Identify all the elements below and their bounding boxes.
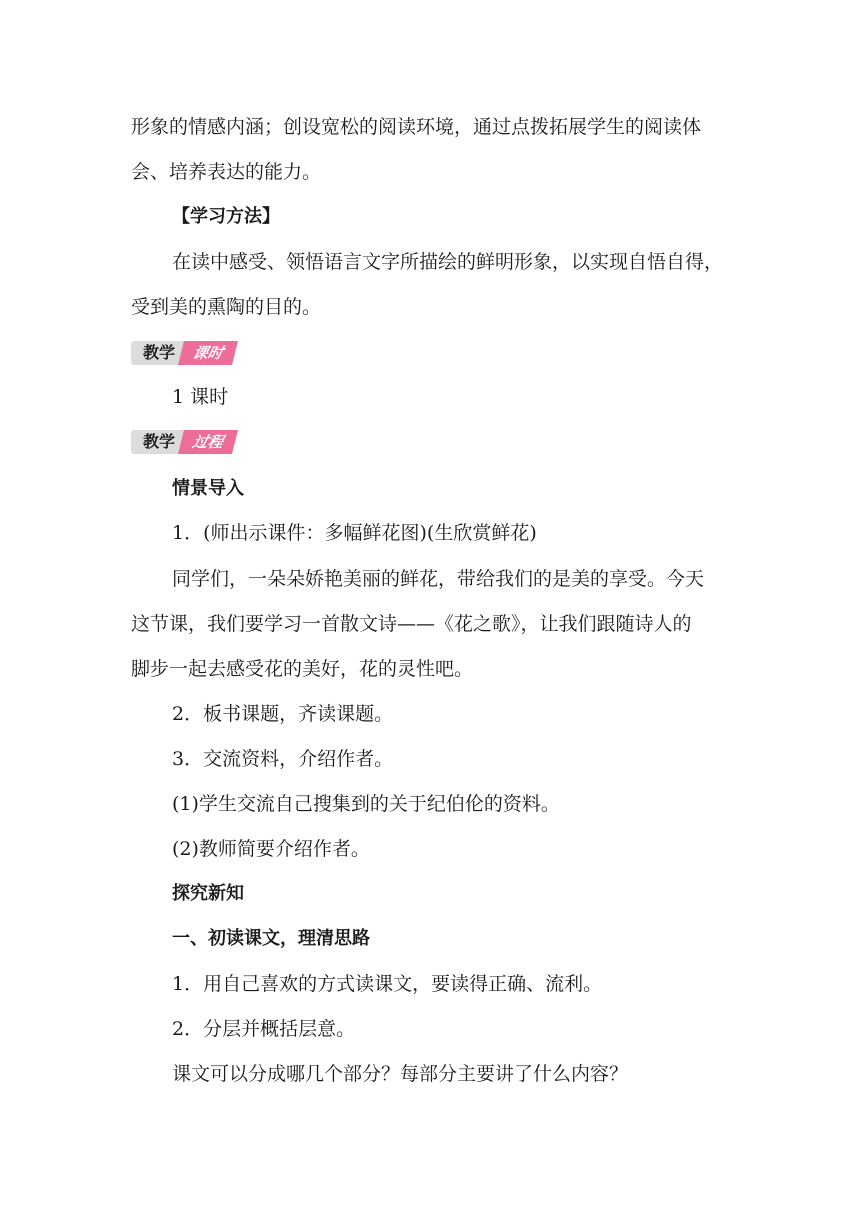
study-method-line-1: 在读中感受、领悟语言文字所描绘的鲜明形象，以实现自悟自得， [172, 251, 724, 273]
objectives-line-1: 形象的情感内涵；创设宽松的阅读环境，通过点拨拓展学生的阅读体 [131, 116, 702, 138]
intro-heading: 情景导入 [172, 478, 244, 499]
intro-para-line-1: 同学们，一朵朵娇艳美丽的鲜花，带给我们的是美的享受。今天 [172, 568, 705, 590]
section-1-item-2: 2．分层并概括层意。 [172, 1018, 356, 1040]
intro-para-line-2: 这节课，我们要学习一首散文诗——《花之歌》，让我们跟随诗人的 [131, 613, 692, 635]
explore-heading: 探究新知 [172, 883, 244, 904]
teaching-process-badge [131, 430, 235, 454]
section-1-item-1: 1．用自己喜欢的方式读课文，要读得正确、流利。 [172, 973, 603, 995]
intro-item-1: 1．(师出示课件：多幅鲜花图)(生欣赏鲜花) [172, 522, 537, 544]
badge-label-teaching: 教学 [131, 341, 187, 365]
intro-para-line-3: 脚步一起去感受花的美好，花的灵性吧。 [131, 658, 474, 680]
section-1-question: 课文可以分成哪几个部分？每部分主要讲了什么内容？ [172, 1063, 629, 1085]
intro-item-3: 3．交流资料，介绍作者。 [172, 748, 394, 770]
study-method-line-2: 受到美的熏陶的目的。 [131, 296, 322, 318]
objectives-line-2: 会、培养表达的能力。 [131, 161, 322, 183]
badge-label-process: 过程 [178, 430, 238, 454]
intro-sub-1: (1)学生交流自己搜集到的关于纪伯伦的资料。 [172, 793, 560, 815]
badge-label-hours: 课时 [178, 341, 238, 365]
study-method-heading: 【学习方法】 [172, 206, 280, 227]
badge-label-teaching: 教学 [131, 430, 187, 454]
intro-sub-2: (2)教师简要介绍作者。 [172, 838, 370, 860]
intro-item-2: 2．板书课题，齐读课题。 [172, 703, 394, 725]
section-1-heading: 一、初读课文，理清思路 [172, 928, 370, 949]
teaching-hours-badge [131, 341, 235, 365]
teaching-hours-value: 1 课时 [172, 386, 229, 408]
